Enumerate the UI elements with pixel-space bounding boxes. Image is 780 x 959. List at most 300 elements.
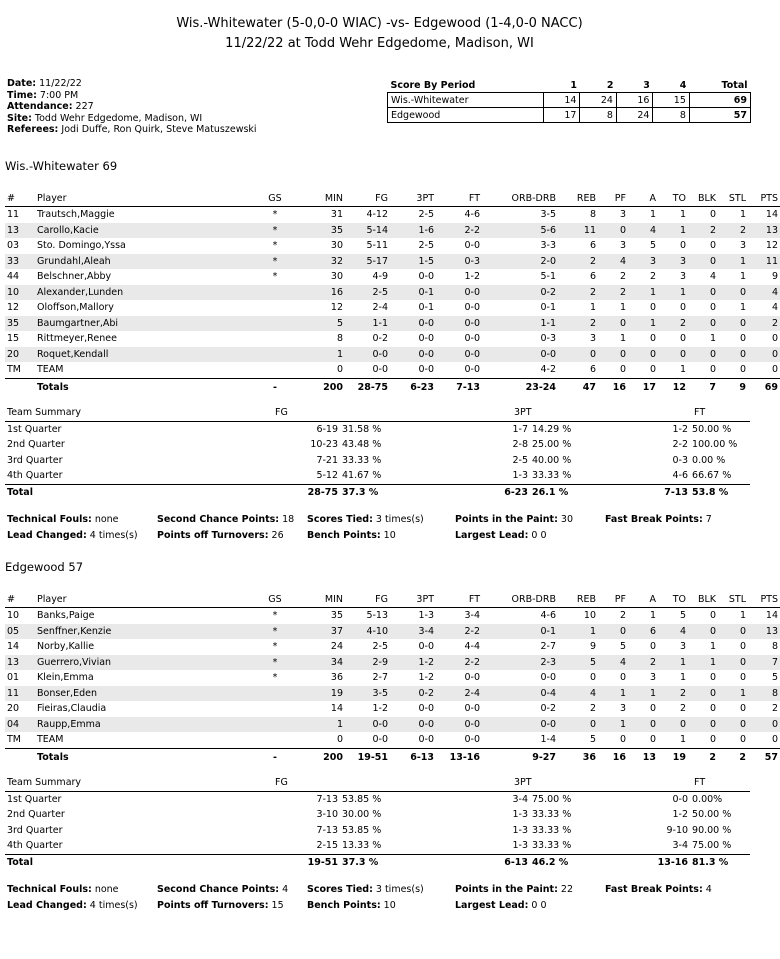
summary-cell: 33.33 % xyxy=(342,454,382,466)
total-cell: 2 xyxy=(688,748,718,766)
summary-fg-header: FG xyxy=(115,775,390,791)
summary-cell: 75.00 % xyxy=(692,840,732,852)
column-header: BLK xyxy=(688,591,718,608)
game-subtitle: 11/22/22 at Todd Wehr Edgedome, Madison, WI xyxy=(225,36,534,51)
misc-value: 4 times(s) xyxy=(86,530,138,541)
stat-cell: 35 xyxy=(5,316,35,332)
stat-cell: 2 xyxy=(688,223,718,239)
stat-cell: 1 xyxy=(709,641,716,653)
summary-cell: 43.48 % xyxy=(342,439,382,451)
stat-cell: 3-3 xyxy=(540,240,556,252)
stat-cell: 1 xyxy=(619,333,626,345)
column-header: ORB-DRB xyxy=(482,190,558,207)
misc-technical-fouls xyxy=(7,514,119,525)
stat-cell: 1-5 xyxy=(390,254,436,270)
column-header: STL xyxy=(718,190,748,207)
misc-label: Second Chance Points: xyxy=(157,884,280,895)
total-cell: Totals xyxy=(35,748,245,766)
summary-cell: 1-7 xyxy=(512,423,529,435)
column-header: BLK xyxy=(688,190,718,207)
stat-cell: 0-1 xyxy=(390,285,436,301)
player-row xyxy=(5,732,780,748)
summary-cell: 90.00 % xyxy=(692,824,732,836)
stat-cell: 0-0 xyxy=(482,717,558,733)
stat-cell: 10 xyxy=(583,610,596,622)
stat-cell: 0-0 xyxy=(436,347,482,363)
stat-cell: 0 xyxy=(598,624,628,640)
summary-total-cell: 6-23 xyxy=(390,484,530,500)
total-cell: 16 xyxy=(598,378,628,396)
total-cell: - xyxy=(245,748,305,766)
stat-cell: 0 xyxy=(619,364,626,376)
stat-cell: 5-14 xyxy=(345,223,390,239)
stat-cell: 0 xyxy=(688,316,718,332)
stat-cell: 1 xyxy=(679,734,686,746)
misc-points-off-turnovers xyxy=(157,900,284,911)
stat-cell: 0-2 xyxy=(390,686,436,702)
stat-cell: 0 xyxy=(688,285,718,301)
total-cell: 200 xyxy=(305,378,345,396)
stat-cell: 31 xyxy=(330,209,343,221)
stat-cell: 1 xyxy=(658,285,688,301)
stat-cell: 36 xyxy=(330,672,343,684)
stat-cell: 11 xyxy=(7,209,20,221)
summary-cell: 50.00 % xyxy=(692,423,732,435)
stat-cell: 3-4 xyxy=(464,610,480,622)
stat-cell: 1 xyxy=(305,347,345,363)
stat-cell: 14 xyxy=(7,641,20,653)
stat-cell: 30 xyxy=(330,271,343,283)
stat-cell: 14 xyxy=(765,209,778,221)
stat-cell: 0 xyxy=(739,703,746,715)
column-header: Player xyxy=(35,190,245,207)
stat-cell: 0 xyxy=(739,641,746,653)
stat-cell: Oloffson,Mallory xyxy=(37,302,114,314)
stat-cell: Rittmeyer,Renee xyxy=(37,333,117,345)
stat-cell: 12 xyxy=(765,240,778,252)
game-title: Wis.-Whitewater (5-0,0-0 WIAC) -vs- Edgewood (1-4,0-0 NACC) xyxy=(176,16,583,31)
total-cell: - xyxy=(245,378,305,396)
column-header: REB xyxy=(558,190,598,207)
stat-cell: 24 xyxy=(330,641,343,653)
summary-cell: 2-5 xyxy=(512,454,529,466)
summary-cell: 25.00 % xyxy=(532,439,572,451)
player-row xyxy=(5,223,780,239)
stat-cell: 3 xyxy=(658,254,688,270)
score-row-visitor: Edgewood 17 8 24 8 57 xyxy=(388,108,751,123)
misc-label: Largest Lead: xyxy=(455,530,529,541)
stat-cell: Guerrero,Vivian xyxy=(35,655,245,671)
summary-cell: 14.29 % xyxy=(532,423,572,435)
summary-total-cell: 26.1 % xyxy=(530,484,590,500)
misc-value: 7 xyxy=(702,514,712,525)
player-row xyxy=(5,300,780,316)
stat-cell: 1 xyxy=(718,686,748,702)
summary-quarter-row xyxy=(5,437,750,453)
player-row xyxy=(5,670,780,686)
stat-cell: 1-2 xyxy=(372,703,388,715)
summary-cell: 33.33 % xyxy=(532,809,572,821)
stat-cell: 0 xyxy=(649,364,656,376)
stat-cell: 04 xyxy=(5,717,35,733)
misc-bench-points xyxy=(307,530,396,541)
stat-cell: 0-0 xyxy=(418,364,434,376)
stat-cell: 0-0 xyxy=(436,316,482,332)
stat-cell: 0-3 xyxy=(540,333,556,345)
stat-cell: 1-2 xyxy=(464,271,480,283)
misc-value: 4 times(s) xyxy=(86,900,138,911)
player-row xyxy=(5,362,780,378)
stat-cell: * xyxy=(245,655,305,671)
stat-cell: 1-2 xyxy=(418,672,434,684)
misc-value: 18 xyxy=(279,514,295,525)
column-header: STL xyxy=(718,591,748,608)
total-cell: 28-75 xyxy=(345,378,390,396)
stat-cell: 2-7 xyxy=(372,672,388,684)
misc-label: Points off Turnovers: xyxy=(157,900,269,911)
summary-cell: 7-13 xyxy=(316,793,338,805)
stat-cell: 0-0 xyxy=(436,717,482,733)
summary-cell: 53.85 % xyxy=(342,824,382,836)
stat-cell: 5 xyxy=(619,641,626,653)
misc-bench-points xyxy=(307,900,396,911)
stat-cell: 5 xyxy=(679,610,686,622)
misc-value: 26 xyxy=(268,530,284,541)
stat-cell: 8 xyxy=(336,333,343,345)
stat-cell: 0 xyxy=(589,672,596,684)
misc-lead-changed xyxy=(7,530,138,541)
player-row xyxy=(5,347,780,363)
box-header-row xyxy=(5,591,780,608)
summary-cell: 2-8 xyxy=(512,439,529,451)
stat-cell: 1-4 xyxy=(540,734,556,746)
stat-cell: 5 xyxy=(558,655,598,671)
stat-cell: 33 xyxy=(5,254,35,270)
stat-cell: 1-1 xyxy=(345,316,390,332)
stat-cell: 0-0 xyxy=(464,302,480,314)
info-date: Date: 11/22/22 xyxy=(7,78,82,89)
summary-cell: 4th Quarter xyxy=(7,470,63,482)
total-cell: 36 xyxy=(558,748,598,766)
summary-cell: 0.00% xyxy=(692,793,723,805)
stat-cell: * xyxy=(272,240,278,252)
summary-total-cell: 81.3 % xyxy=(690,854,750,870)
stat-cell: 1 xyxy=(598,717,628,733)
misc-label: Second Chance Points: xyxy=(157,514,280,525)
stat-cell: 2 xyxy=(649,271,656,283)
stat-cell: Norby,Kallie xyxy=(37,641,95,653)
stat-cell: 0-0 xyxy=(482,347,558,363)
stat-cell: 0 xyxy=(739,333,746,345)
game-info xyxy=(7,78,257,136)
summary-cell: 1-3 xyxy=(512,809,529,821)
stat-cell: 4-10 xyxy=(345,624,390,640)
stat-cell: 0-0 xyxy=(390,316,436,332)
misc-value: 0 0 xyxy=(528,530,547,541)
summary-total-cell: 46.2 % xyxy=(530,854,590,870)
stat-cell: 0 xyxy=(679,302,686,314)
stat-cell: * xyxy=(245,254,305,270)
summary-cell: 3-4 xyxy=(672,840,689,852)
total-cell: 9-27 xyxy=(482,748,558,766)
team-heading-whitewater: Wis.-Whitewater 69 xyxy=(5,159,118,173)
stat-cell: 0 xyxy=(709,364,716,376)
stat-cell xyxy=(245,300,305,316)
stat-cell: 0-1 xyxy=(482,624,558,640)
stat-cell: 8 xyxy=(771,641,778,653)
column-header: FT xyxy=(436,190,482,207)
column-header: # xyxy=(5,190,35,207)
stat-cell: 3-4 xyxy=(390,624,436,640)
stat-cell: 2-0 xyxy=(482,254,558,270)
summary-quarter-row xyxy=(5,421,750,437)
stat-cell: 0 xyxy=(771,364,778,376)
stat-cell: 0-3 xyxy=(436,254,482,270)
total-cell xyxy=(5,378,35,396)
stat-cell: 0-4 xyxy=(482,686,558,702)
summary-cell: 2-2 xyxy=(672,439,689,451)
stat-cell: 6 xyxy=(589,364,596,376)
stat-cell: 0-2 xyxy=(372,333,388,345)
misc-label: Bench Points: xyxy=(307,900,381,911)
stat-cell xyxy=(245,732,305,748)
stat-cell xyxy=(245,285,305,301)
stat-cell: 2 xyxy=(771,703,778,715)
stat-cell: 4-4 xyxy=(464,641,480,653)
stat-cell: 0 xyxy=(709,703,716,715)
player-row xyxy=(5,316,780,332)
stat-cell: 12 xyxy=(330,302,343,314)
stat-cell: Banks,Paige xyxy=(37,610,95,622)
misc-label: Scores Tied: xyxy=(307,514,373,525)
stat-cell: 0 xyxy=(649,302,656,314)
stat-cell: 2-5 xyxy=(418,240,434,252)
stat-cell: 4 xyxy=(658,624,688,640)
summary-cell: 6-19 xyxy=(316,423,338,435)
column-header: A xyxy=(628,591,658,608)
column-header: TO xyxy=(658,190,688,207)
stat-cell: 3 xyxy=(619,703,626,715)
stat-cell: 3 xyxy=(619,240,626,252)
total-cell: 6-13 xyxy=(390,748,436,766)
stat-cell: 1 xyxy=(679,209,686,221)
summary-total-cell: Total xyxy=(5,854,115,870)
stat-cell: 2 xyxy=(658,316,688,332)
stat-cell: 0 xyxy=(688,347,718,363)
stat-cell: 2 xyxy=(619,271,626,283)
stat-cell: 1 xyxy=(658,655,688,671)
stat-cell: 0-0 xyxy=(390,347,436,363)
stat-cell: 0 xyxy=(619,734,626,746)
stat-cell: TM xyxy=(7,734,21,746)
stat-cell: 0 xyxy=(598,316,628,332)
summary-cell: 33.33 % xyxy=(532,824,572,836)
stat-cell: 20 xyxy=(5,347,35,363)
stat-cell xyxy=(245,701,305,717)
stat-cell: 2 xyxy=(658,686,688,702)
player-row xyxy=(5,639,780,655)
player-row xyxy=(5,269,780,285)
misc-value: 3 times(s) xyxy=(372,884,424,895)
column-header: PF xyxy=(598,190,628,207)
stat-cell: 4-9 xyxy=(372,271,388,283)
stat-cell: 1 xyxy=(709,333,716,345)
stat-cell: 1 xyxy=(628,686,658,702)
stat-cell: 1 xyxy=(628,316,658,332)
summary-cell: 33.33 % xyxy=(532,470,572,482)
stat-cell: * xyxy=(272,672,278,684)
stat-cell: 0 xyxy=(658,717,688,733)
stat-cell: Roquet,Kendall xyxy=(35,347,245,363)
misc-scores-tied xyxy=(307,514,424,525)
stat-cell: 0 xyxy=(336,734,343,746)
stat-cell: 0 xyxy=(649,641,656,653)
stat-cell: 3 xyxy=(619,209,626,221)
stat-cell: 3-5 xyxy=(345,686,390,702)
misc-points-in-paint xyxy=(455,884,573,895)
misc-second-chance xyxy=(157,514,294,525)
total-cell: 13-16 xyxy=(436,748,482,766)
player-row xyxy=(5,686,780,702)
misc-value: none xyxy=(91,884,119,895)
stat-cell: 0 xyxy=(658,347,688,363)
stat-cell: 0-0 xyxy=(418,271,434,283)
stat-cell: 2-3 xyxy=(482,655,558,671)
stat-cell: 0 xyxy=(558,347,598,363)
misc-value: none xyxy=(91,514,119,525)
stat-cell: 1-1 xyxy=(482,316,558,332)
stat-cell: 3 xyxy=(649,672,656,684)
stat-cell: 0-0 xyxy=(372,734,388,746)
stat-cell: 5-6 xyxy=(482,223,558,239)
stat-cell: 2-5 xyxy=(372,641,388,653)
player-row xyxy=(5,717,780,733)
stat-cell: 0-0 xyxy=(464,703,480,715)
stat-cell: 1 xyxy=(589,302,596,314)
stat-cell: 10 xyxy=(7,610,20,622)
misc-value: 4 xyxy=(279,884,289,895)
misc-technical-fouls xyxy=(7,884,119,895)
stat-cell: 0 xyxy=(679,240,686,252)
summary-cell: 1-3 xyxy=(512,840,529,852)
misc-label: Points in the Paint: xyxy=(455,514,558,525)
misc-label: Technical Fouls: xyxy=(7,514,92,525)
misc-label: Bench Points: xyxy=(307,530,381,541)
stat-cell: Grundahl,Aleah xyxy=(35,254,245,270)
summary-cell: 3rd Quarter xyxy=(7,454,63,466)
summary-cell: 1st Quarter xyxy=(7,423,62,435)
stat-cell: 0 xyxy=(718,717,748,733)
summary-title: Team Summary xyxy=(5,775,115,791)
column-header: GS xyxy=(245,190,305,207)
stat-cell: 5 xyxy=(589,734,596,746)
misc-value: 0 0 xyxy=(528,900,547,911)
summary-quarter-row xyxy=(5,468,750,484)
column-header: 3PT xyxy=(390,190,436,207)
stat-cell: 0 xyxy=(688,624,718,640)
stat-cell: 2-5 xyxy=(418,209,434,221)
stat-cell: 2-2 xyxy=(436,624,482,640)
stat-cell: 16 xyxy=(305,285,345,301)
summary-cell: 5-12 xyxy=(316,470,338,482)
stat-cell: 2-5 xyxy=(345,285,390,301)
stat-cell: 4-2 xyxy=(540,364,556,376)
misc-value: 15 xyxy=(268,900,284,911)
stat-cell: 3 xyxy=(739,240,746,252)
stat-cell: 0 xyxy=(718,347,748,363)
summary-header-row xyxy=(5,405,750,421)
box-score-whitewater xyxy=(5,190,780,396)
total-cell: 6-23 xyxy=(390,378,436,396)
score-row-home: Wis.-Whitewater 14 24 16 15 69 xyxy=(388,93,751,108)
stat-cell: 0 xyxy=(709,734,716,746)
total-cell: 69 xyxy=(748,378,780,396)
stat-cell: Klein,Emma xyxy=(37,672,94,684)
stat-cell: 0 xyxy=(619,672,626,684)
stat-cell: 1 xyxy=(679,364,686,376)
stat-cell: 0-1 xyxy=(540,302,556,314)
misc-points-in-paint xyxy=(455,514,573,525)
stat-cell: 8 xyxy=(589,209,596,221)
stat-cell: 0 xyxy=(748,717,780,733)
summary-cell: 2nd Quarter xyxy=(7,809,65,821)
summary-ft-header: FT xyxy=(590,775,750,791)
column-header: 3PT xyxy=(390,591,436,608)
column-header: Player xyxy=(35,591,245,608)
stat-cell: 0 xyxy=(336,364,343,376)
stat-cell: 05 xyxy=(5,624,35,640)
stat-cell: 2-9 xyxy=(345,655,390,671)
stat-cell: 34 xyxy=(305,655,345,671)
stat-cell: 32 xyxy=(305,254,345,270)
stat-cell: * xyxy=(272,610,278,622)
stat-cell: 11 xyxy=(748,254,780,270)
summary-cell: 3-10 xyxy=(316,809,338,821)
summary-cell: 0-0 xyxy=(672,793,689,805)
stat-cell: 1 xyxy=(688,655,718,671)
stat-cell: 0-0 xyxy=(418,734,434,746)
stat-cell: 2 xyxy=(558,316,598,332)
stat-cell: * xyxy=(245,624,305,640)
total-cell: 23-24 xyxy=(482,378,558,396)
total-cell: 7-13 xyxy=(436,378,482,396)
total-cell: 16 xyxy=(598,748,628,766)
stat-cell: 1 xyxy=(649,610,656,622)
column-header: FG xyxy=(345,190,390,207)
total-cell: 200 xyxy=(305,748,345,766)
summary-3pt-header: 3PT xyxy=(390,775,590,791)
summary-total-cell: 37.3 % xyxy=(340,854,390,870)
info-site: Site: Todd Wehr Edgedome, Madison, WI xyxy=(7,112,203,124)
stat-cell: 2 xyxy=(628,655,658,671)
stat-cell: 0 xyxy=(598,223,628,239)
stat-cell: 9 xyxy=(589,641,596,653)
player-row xyxy=(5,608,780,624)
stat-cell: 0-2 xyxy=(482,285,558,301)
stat-cell: TEAM xyxy=(37,364,64,376)
stat-cell: 19 xyxy=(305,686,345,702)
stat-cell: 1 xyxy=(649,209,656,221)
stat-cell: 30 xyxy=(330,240,343,252)
summary-total-cell: 53.8 % xyxy=(690,484,750,500)
stat-cell: 1 xyxy=(739,209,746,221)
stat-cell: 4 xyxy=(709,271,716,283)
stat-cell: 0-0 xyxy=(464,672,480,684)
summary-cell: 50.00 % xyxy=(692,809,732,821)
stat-cell: 0-0 xyxy=(345,717,390,733)
total-cell: Totals xyxy=(35,378,245,396)
stat-cell: 0-0 xyxy=(464,240,480,252)
